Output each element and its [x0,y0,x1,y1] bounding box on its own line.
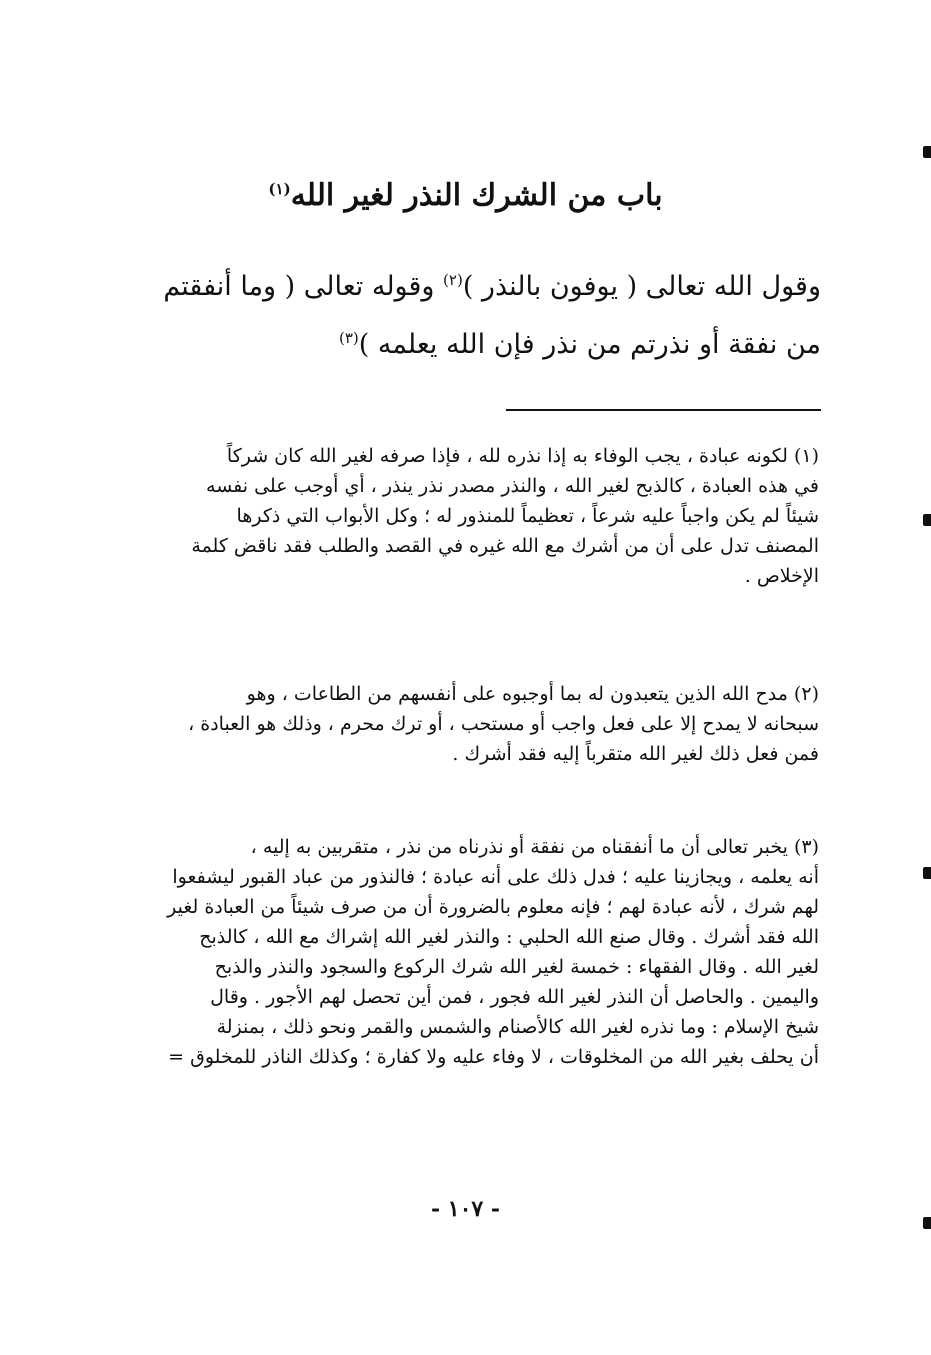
footnote-line: المصنف تدل على أن من أشرك مع الله غيره في القصد والطلب فقد ناقض كلمة [191,535,819,557]
quranic-verses [101,258,821,374]
verse-line [101,258,821,316]
footnote-line: شيئاً لم يكن واجباً عليه شرعاً ، تعظيماً للمنذور له ؛ وكل الأبواب التي ذكرها [236,505,819,527]
footnote-line: لهم شرك ، لأنه عبادة لهم ؛ فإنه معلوم بالضرورة أن من صرف شيئاً من العبادة لغير [167,896,819,918]
footnote-1 [107,441,819,591]
footnote-line: (٢) مدح الله الذين يتعبدون له بما أوجبوه على أنفسهم من الطاعات ، وهو [246,683,819,705]
footnote-line: أن يحلف بغير الله من المخلوقات ، لا وفاء عليه ولا كفارة ؛ وكذلك الناذر للمخلوق = [168,1046,819,1068]
chapter-title [0,176,931,216]
scan-edge-mark [923,1217,931,1229]
chapter-title-footnote-ref: (١) [268,180,291,198]
footnote-line: واليمين . والحاصل أن النذر لغير الله فجور ، فمن أين تحصل لهم الأجور . وقال [210,986,819,1008]
footnote-line: (١) لكونه عبادة ، يجب الوفاء به إذا نذره لله ، فإذا صرفه لغير الله كان شركاً [226,445,819,467]
verse-text: من نفقة أو نذرتم من نذر فإن الله يعلمه ) [358,329,821,360]
footnote-divider [506,409,821,411]
scan-edge-mark [923,867,931,879]
footnote-line: أنه يعلمه ، ويجازينا عليه ؛ فدل ذلك على أنه عبادة ؛ فالنذور من عباد القبور ليشفعوا [172,866,819,888]
footnote-line: شيخ الإسلام : وما نذره لغير الله كالأصنام والشمس والقمر ونحو ذلك ، بمنزلة [216,1016,819,1038]
footnote-line: (٣) يخبر تعالى أن ما أنفقناه من نفقة أو نذرناه من نذر ، متقربين به إليه ، [250,836,819,858]
footnote-line: لغير الله . وقال الفقهاء : خمسة لغير الله شرك الركوع والسجود والنذر والذبح [214,956,819,978]
verse-line [101,316,821,374]
page-number: - ١٠٧ - [430,1196,501,1222]
footnote-3 [107,832,819,1072]
footnote-line: في هذه العبادة ، كالذبح لغير الله ، والنذر مصدر نذر ينذر ، أي أوجب على نفسه [206,475,819,497]
scan-edge-mark [923,514,931,526]
footnote-line: فمن فعل ذلك لغير الله متقرباً إليه فقد أشرك . [452,743,819,765]
verse-text: وقوله تعالى ( وما أنفقتم [163,271,444,302]
verse-text: وقول الله تعالى ( يوفون بالنذر ) [462,271,821,302]
verse-footnote-ref: (٢) [443,271,463,289]
verse-footnote-ref: (٣) [338,329,359,347]
chapter-title-text: باب من الشرك النذر لغير الله [290,178,663,213]
footnote-line: الإخلاص . [744,565,819,587]
scan-edge-mark [923,146,931,158]
footnote-line: الله فقد أشرك . وقال صنع الله الحلبي : والنذر لغير الله إشراك مع الله ، كالذبح [199,926,819,948]
footnote-line: سبحانه لا يمدح إلا على فعل واجب أو مستحب ، أو ترك محرم ، وذلك هو العبادة ، [188,713,819,735]
footnote-2 [107,679,819,769]
